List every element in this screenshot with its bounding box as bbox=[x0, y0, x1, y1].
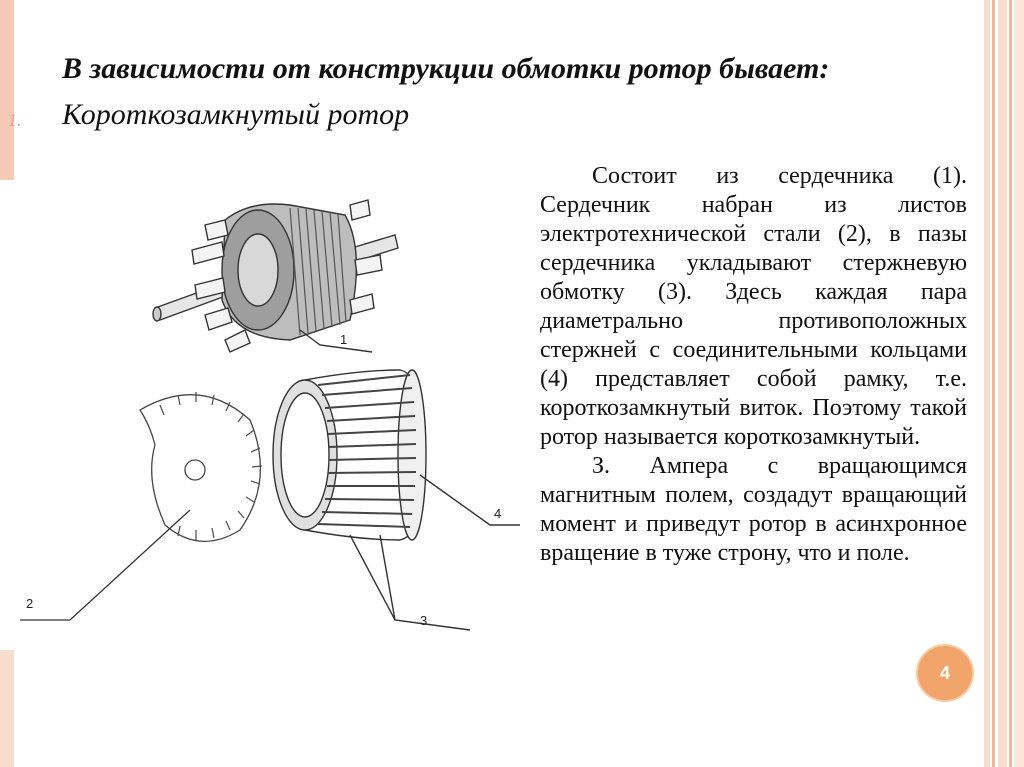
rotor-core-drawing bbox=[153, 200, 398, 352]
figure-label-1: 1 bbox=[340, 332, 348, 347]
list-number: 1. bbox=[8, 110, 22, 130]
decor-stripe bbox=[1009, 0, 1012, 767]
slide-title: В зависимости от конструкции обмотки ротор бывает: bbox=[62, 52, 830, 85]
decor-left-bar bbox=[0, 0, 14, 180]
squirrel-cage-drawing bbox=[273, 370, 520, 630]
body-paragraph-2: З. Ампера с вращающимся магнитным полем, создадут вращающий момент и приведут ротор в асинхронное вращение в туже строну, что и поле. bbox=[540, 453, 967, 566]
body-paragraph-1: Состоит из сердечника (1). Сердечник набран из листов электротехнической стали (2), в пазы сердечника укладывают стержневую обмотку (3). Здесь каждая пара диаметрально противоположных стержней с соединительными кольцами (4) представляет собой рамку, т.е. короткозамкнутый виток. Поэтому такой ротор называется короткозамкнутый. bbox=[540, 163, 967, 450]
slide-body bbox=[540, 162, 967, 568]
figure-label-3: 3 bbox=[420, 613, 428, 628]
figure-label-4: 4 bbox=[494, 506, 502, 521]
slide-subtitle: Короткозамкнутый ротор bbox=[62, 98, 410, 131]
decor-stripe bbox=[1014, 0, 1024, 767]
decor-stripe bbox=[984, 0, 990, 767]
decor-stripe bbox=[992, 0, 995, 767]
decor-stripe bbox=[998, 0, 1007, 767]
lamination-disk-drawing bbox=[20, 392, 262, 620]
figure-label-2: 2 bbox=[26, 596, 34, 611]
rotor-illustration bbox=[0, 180, 520, 700]
page-number-badge: 4 bbox=[916, 644, 974, 702]
